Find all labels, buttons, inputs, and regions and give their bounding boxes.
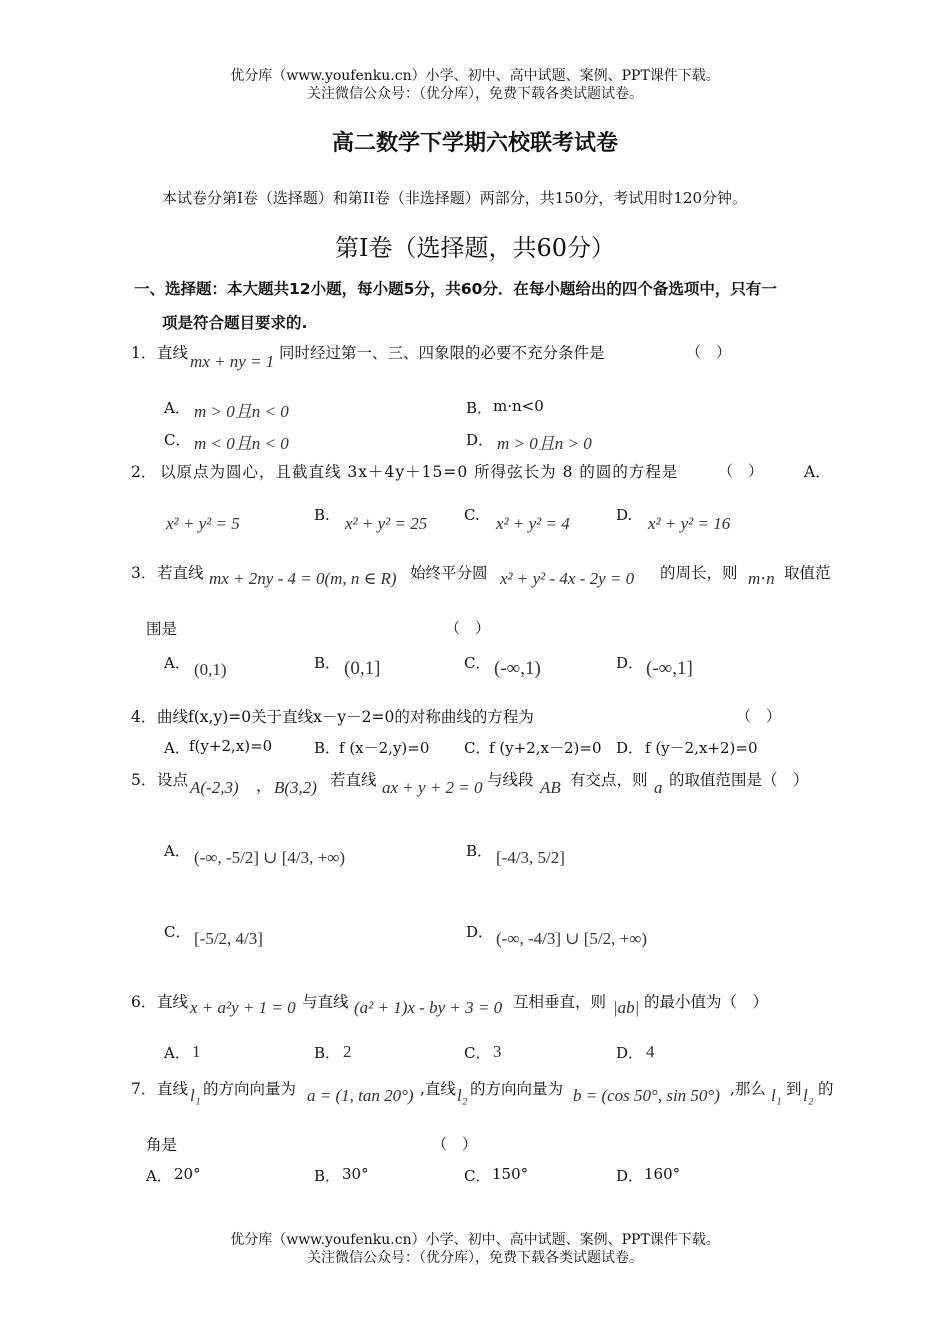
math-expression: ax + y + 2 = 0 — [382, 778, 483, 797]
option-text: f (y－2,x+2)=0 — [645, 739, 758, 757]
option-text: x² + y² = 25 — [345, 514, 428, 533]
option-label: A． — [164, 399, 190, 417]
option-label: D． — [616, 1167, 644, 1185]
option-text: (-∞, -5/2] ∪ [4/3, +∞) — [194, 848, 345, 867]
question-stem: 始终平分圆 — [410, 564, 488, 582]
option-text: [-4/3, 5/2] — [496, 848, 565, 867]
option-text: f (x－2,y)=0 — [339, 739, 430, 757]
option-text: 1 — [192, 1042, 201, 1061]
intro-text: 本试卷分第I卷（选择题）和第II卷（非选择题）两部分，共150分，考试用时120分钟。 — [162, 189, 748, 207]
math-expression: l₂ — [803, 1086, 814, 1105]
question-stem: 以原点为圆心，且截直线 3x＋4y＋15=0 所得弦长为 8 的圆的方程是 — [160, 463, 679, 481]
option-label: C． — [464, 739, 491, 757]
question-stem: 的 — [818, 1080, 834, 1098]
option-text: (-∞,1] — [646, 658, 693, 679]
option-text: 2 — [343, 1042, 352, 1061]
question-number: 5． — [131, 771, 157, 789]
math-expression: mx + 2ny - 4 = 0(m, n ∈ R) — [209, 569, 397, 588]
option-label: C． — [464, 654, 491, 672]
option-label: A． — [164, 739, 190, 757]
header-line-2: 关注微信公众号：（优分库），免费下载各类试题试卷。 — [307, 86, 643, 102]
question-stem: ,直线 — [420, 1080, 456, 1098]
option-label: A． — [146, 1167, 172, 1185]
question-stem: 的方向向量为 — [203, 1080, 297, 1098]
option-text: (-∞, -4/3] ∪ [5/2, +∞) — [496, 929, 647, 948]
question-stem: 与直线 — [302, 993, 349, 1011]
option-label: A． — [164, 842, 190, 860]
option-label: C． — [464, 1167, 491, 1185]
question-stem: ,那么 — [730, 1080, 766, 1098]
question-stem: 直线 — [157, 1080, 189, 1098]
section-heading: 第Ⅰ卷（选择题，共60分） — [334, 234, 616, 262]
math-expression: a — [654, 778, 663, 797]
option-label: B． — [466, 842, 493, 860]
question-stem: 角是 — [146, 1136, 178, 1154]
option-text: [-5/2, 4/3] — [194, 929, 263, 948]
math-expression: m⋅n — [748, 569, 775, 588]
option-label: B． — [314, 1167, 341, 1185]
question-number: 7． — [131, 1080, 157, 1098]
option-label: B． — [314, 654, 341, 672]
punctuation: ， — [256, 777, 272, 795]
option-label: D． — [466, 923, 494, 941]
math-expression: AB — [540, 778, 561, 797]
math-expression: x² + y² - 4x - 2y = 0 — [500, 569, 635, 588]
question-stem: 直线 — [157, 344, 189, 362]
option-text: (0,1] — [344, 658, 381, 679]
option-label: C. — [464, 506, 480, 524]
question-stem: 的最小值为（ ） — [644, 993, 769, 1011]
option-text: m < 0且n < 0 — [194, 434, 289, 453]
question-stem: 与线段 — [487, 771, 534, 789]
option-label: A． — [164, 654, 190, 672]
math-expression: mx + ny = 1 — [190, 352, 275, 371]
option-label: D． — [616, 739, 644, 757]
option-label: D． — [466, 431, 494, 449]
option-text: 30° — [342, 1165, 369, 1183]
option-label: C． — [164, 431, 191, 449]
option-text: 20° — [174, 1165, 201, 1183]
option-text: m > 0且n > 0 — [497, 434, 592, 453]
math-expression: x + a²y + 1 = 0 — [190, 998, 296, 1017]
question-number: 2． — [131, 463, 157, 481]
option-label: B． — [314, 739, 341, 757]
question-stem: 同时经过第一、三、四象限的必要不充分条件是 — [279, 344, 605, 362]
option-label: D． — [616, 654, 644, 672]
option-text: 150° — [492, 1165, 529, 1183]
answer-paren: （ ） — [736, 707, 782, 725]
math-expression: b = (cos 50°, sin 50°) — [573, 1086, 720, 1105]
question-number: 1． — [131, 344, 157, 362]
option-label: D． — [616, 1044, 644, 1062]
math-expression: B(3,2) — [274, 778, 317, 797]
answer-paren: （ ） — [432, 1135, 478, 1153]
math-expression: l₁ — [771, 1086, 782, 1105]
question-number: 3． — [131, 564, 157, 582]
option-text: m·n<0 — [493, 397, 544, 415]
question-stem: 设点 — [157, 771, 189, 789]
option-label: C． — [464, 1044, 491, 1062]
question-stem: 的周长，则 — [660, 564, 738, 582]
option-text: 160° — [644, 1165, 681, 1183]
option-label: B． — [314, 1044, 341, 1062]
header-line-1: 优分库（www.youfenku.cn）小学、初中、高中试题、案例、PPT课件下载。 — [230, 68, 720, 84]
answer-paren: （ ） — [445, 619, 491, 637]
option-label: C． — [164, 923, 191, 941]
option-text: (0,1) — [194, 660, 227, 679]
question-stem: 的方向向量为 — [470, 1080, 564, 1098]
question-stem: 直线 — [157, 993, 189, 1011]
option-text: x² + y² = 16 — [648, 514, 731, 533]
option-text: f (y+2,x－2)=0 — [489, 739, 602, 757]
question-stem: 曲线f(x,y)=0关于直线x－y－2=0的对称曲线的方程为 — [157, 708, 534, 726]
answer-paren: （ ） — [718, 462, 764, 480]
question-number: 4． — [131, 708, 157, 726]
math-expression: A(-2,3) — [190, 778, 239, 797]
option-text: 4 — [646, 1042, 655, 1061]
question-stem: 互相垂直，则 — [513, 993, 607, 1011]
question-stem: 若直线 — [157, 564, 204, 582]
option-label: A． — [804, 463, 831, 481]
question-stem: 有交点，则 — [570, 771, 648, 789]
part-instructions-line-1: 一、选择题：本大题共12小题，每小题5分，共60分．在每小题给出的四个备选项中，只有一 — [134, 280, 777, 298]
option-label: D. — [616, 506, 633, 524]
question-stem: 围是 — [146, 620, 178, 638]
question-stem: 的取值范围是（ ） — [669, 771, 809, 789]
math-expression: l₁ — [190, 1086, 201, 1105]
part-instructions-line-2: 项是符合题目要求的. — [162, 314, 308, 332]
question-stem: 若直线 — [330, 771, 377, 789]
option-label: B. — [314, 506, 330, 524]
option-text: 3 — [493, 1042, 502, 1061]
page-title: 高二数学下学期六校联考试卷 — [331, 130, 618, 156]
option-label: A． — [164, 1044, 190, 1062]
option-text: (-∞,1) — [494, 658, 541, 679]
option-text: m > 0且n < 0 — [194, 402, 289, 421]
question-number: 6． — [131, 993, 157, 1011]
math-expression: |ab| — [613, 998, 640, 1017]
math-expression: l₂ — [457, 1086, 468, 1105]
answer-paren: （ ） — [686, 343, 732, 361]
question-stem: 到 — [786, 1080, 802, 1098]
option-text: x² + y² = 4 — [496, 514, 570, 533]
math-expression: a = (1, tan 20°) — [307, 1086, 414, 1105]
footer-line-2: 关注微信公众号：（优分库），免费下载各类试题试卷。 — [307, 1250, 643, 1266]
math-expression: (a² + 1)x - by + 3 = 0 — [354, 998, 503, 1017]
footer-line-1: 优分库（www.youfenku.cn）小学、初中、高中试题、案例、PPT课件下载。 — [230, 1232, 720, 1248]
option-label: B． — [466, 399, 493, 417]
option-text: x² + y² = 5 — [166, 514, 240, 533]
question-stem: 取值范 — [784, 564, 831, 582]
option-text: f(y+2,x)=0 — [189, 737, 273, 755]
